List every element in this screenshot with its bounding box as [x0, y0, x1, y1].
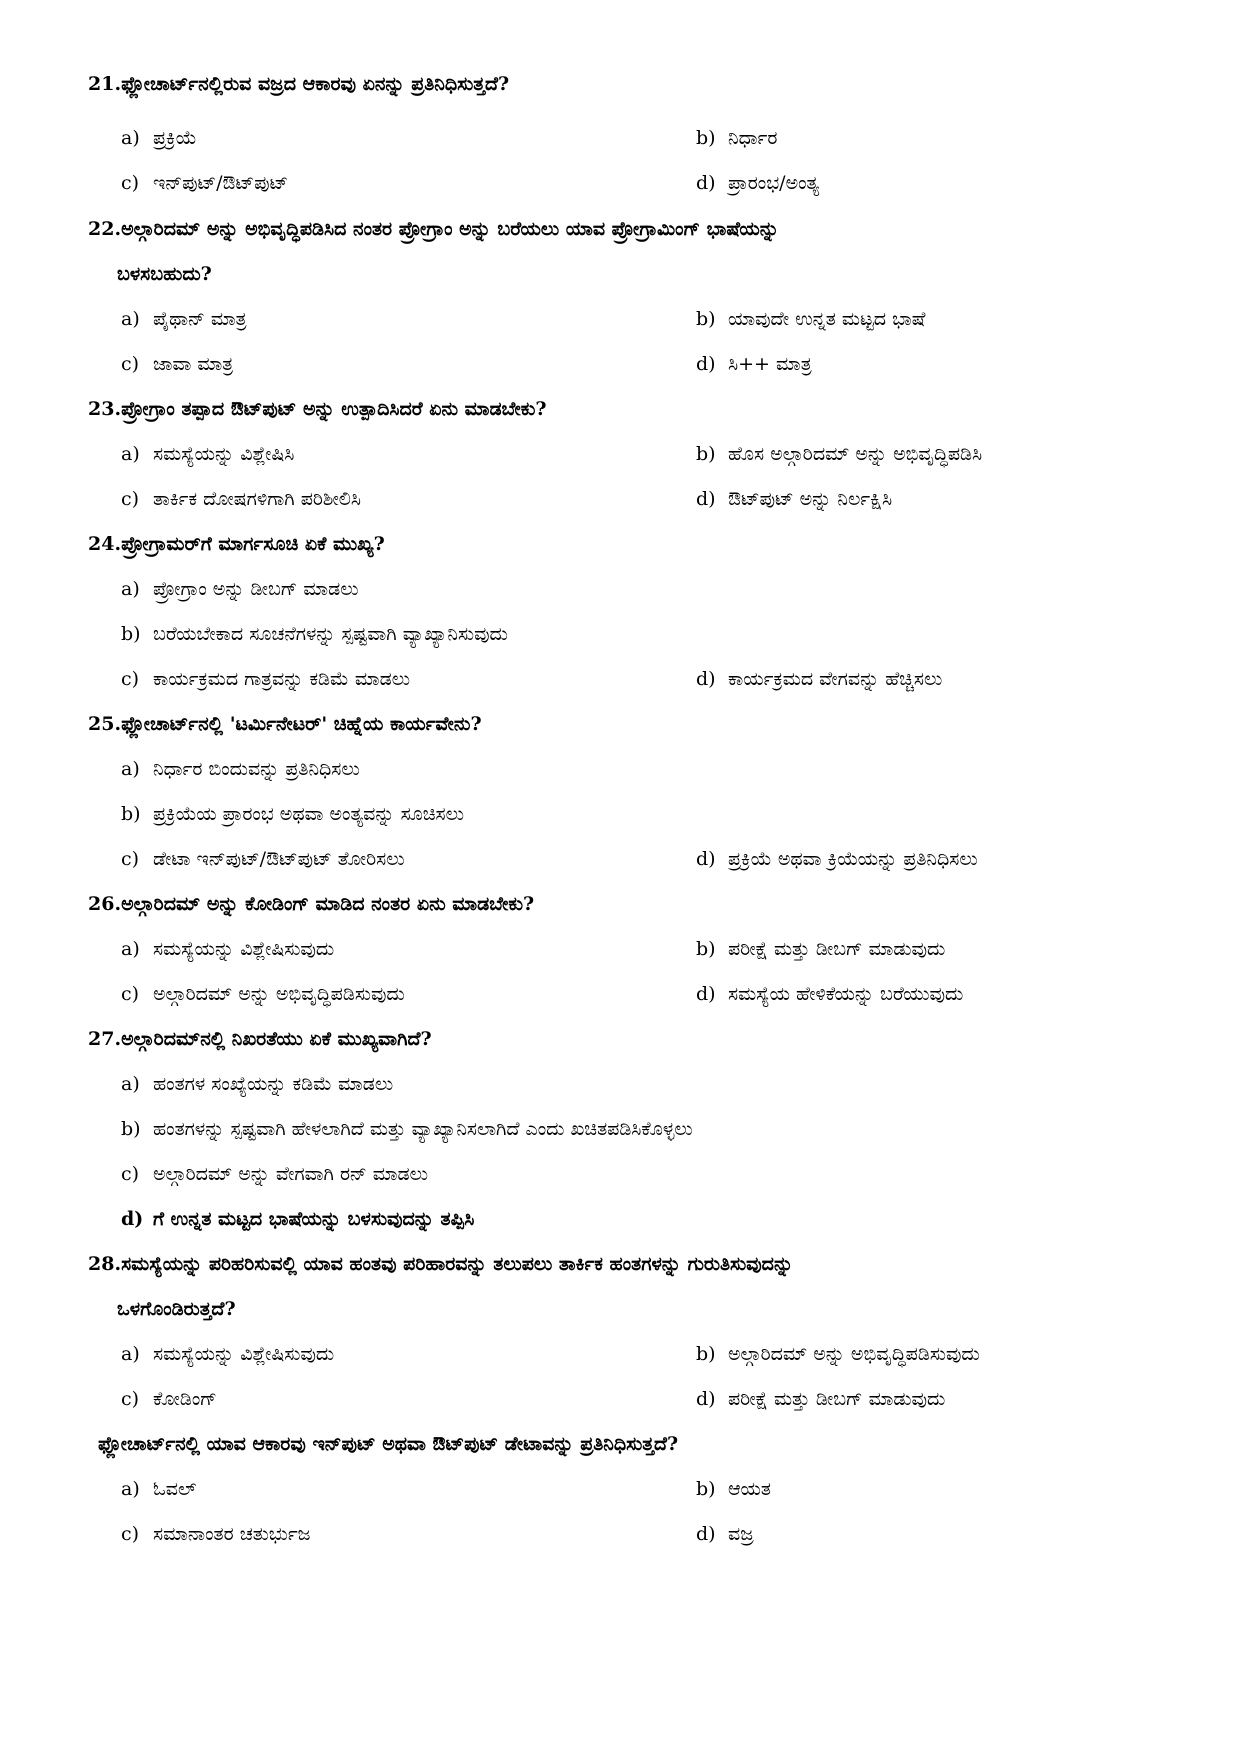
option-letter: d)	[696, 488, 716, 510]
question-text: ಅಲ್ಗಾರಿದಮ್ ಅನ್ನು ಅಭಿವೃದ್ಧಿಪಡಿಸಿದ ನಂತರ ಪ್ರೋಗ್ರಾಂ ಅನ್ನು ಬರೆಯಲು ಯಾವ ಪ್ರೋಗ್ರಾಮಿಂಗ್ ಭಾಷೆಯನ್ನು	[121, 218, 779, 240]
question-text: ಫ್ಲೋಚಾರ್ಟ್‌ನಲ್ಲಿರುವ ವಜ್ರದ ಆಕಾರವು ಏನನ್ನು ಪ್ರತಿನಿಧಿಸುತ್ತದೆ?	[121, 73, 510, 95]
option-text: ನಿರ್ಧಾರ	[728, 127, 778, 149]
option-letter: a)	[121, 308, 140, 330]
question-number: 26.	[88, 893, 122, 915]
option-text: ಯಾವುದೇ ಉನ್ನತ ಮಟ್ಟದ ಭಾಷೆ	[728, 308, 926, 330]
option-23-a[interactable]	[121, 440, 294, 468]
question-number: 21.	[88, 73, 122, 95]
option-text: ಪ್ರಕ್ರಿಯೆ ಅಥವಾ ಕ್ರಿಯೆಯನ್ನು ಪ್ರತಿನಿಧಿಸಲು	[728, 848, 978, 870]
option-letter: c)	[121, 488, 140, 510]
option-text: ಸಮಾನಾಂತರ ಚತುರ್ಭುಜ	[153, 1523, 311, 1545]
option-text: ಇನ್‌ಪುಟ್/ಔಟ್‌ಪುಟ್	[153, 172, 289, 194]
option-letter: c)	[121, 983, 140, 1005]
option-22-a[interactable]	[121, 305, 247, 333]
option-letter: b)	[696, 938, 716, 960]
option-text: ಪ್ರೋಗ್ರಾಂ ಅನ್ನು ಡೀಬಗ್ ಮಾಡಲು	[153, 578, 359, 600]
option-letter: a)	[121, 578, 140, 600]
option-letter: a)	[121, 443, 140, 465]
option-text: ಪ್ರಾರಂಭ/ಅಂತ್ಯ	[728, 172, 820, 194]
option-letter: a)	[121, 1073, 140, 1095]
option-25-c[interactable]	[121, 845, 405, 873]
option-text: ಕಾರ್ಯಕ್ರಮದ ಗಾತ್ರವನ್ನು ಕಡಿಮೆ ಮಾಡಲು	[153, 668, 411, 690]
option-27-c[interactable]	[121, 1160, 428, 1188]
option-letter: d)	[696, 353, 716, 375]
option-text: ಆಯತ	[728, 1478, 771, 1500]
option-21-b[interactable]	[696, 124, 777, 152]
option-text: ಔಟ್‌ಪುಟ್ ಅನ್ನು ನಿರ್ಲಕ್ಷಿಸಿ	[728, 488, 893, 510]
option-26-a[interactable]	[121, 935, 334, 963]
option-letter: c)	[121, 1163, 140, 1185]
question-number: 23.	[88, 398, 122, 420]
option-27-b[interactable]	[121, 1115, 693, 1143]
option-22-d[interactable]	[696, 350, 812, 378]
option-27-a[interactable]	[121, 1070, 393, 1098]
question-21	[88, 70, 1148, 98]
option-26-d[interactable]	[696, 980, 963, 1008]
option-letter: d)	[696, 172, 716, 194]
option-24-d[interactable]	[696, 665, 942, 693]
option-21-d[interactable]	[696, 169, 819, 197]
option-letter: b)	[696, 308, 716, 330]
option-letter: d)	[121, 1208, 144, 1230]
option-letter: d)	[696, 1523, 716, 1545]
option-26-c[interactable]	[121, 980, 405, 1008]
option-text: ಪ್ರಕ್ರಿಯೆ	[153, 127, 197, 149]
option-letter: c)	[121, 1388, 140, 1410]
option-23-d[interactable]	[696, 485, 892, 513]
option-letter: c)	[121, 848, 140, 870]
option-text: ಅಲ್ಗಾರಿದಮ್ ಅನ್ನು ಅಭಿವೃದ್ಧಿಪಡಿಸುವುದು	[153, 983, 405, 1005]
question-26	[88, 890, 1148, 918]
question-text: ಫ್ಲೋಚಾರ್ಟ್‌ನಲ್ಲಿ ಯಾವ ಆಕಾರವು ಇನ್‌ಪುಟ್ ಅಥವಾ ಔಟ್‌ಪುಟ್ ಡೇಟಾವನ್ನು ಪ್ರತಿನಿಧಿಸುತ್ತದೆ?	[98, 1433, 679, 1455]
option-text: ಡೇಟಾ ಇನ್‌ಪುಟ್/ಔಟ್‌ಪುಟ್ ತೋರಿಸಲು	[153, 848, 405, 870]
option-29-c[interactable]	[121, 1520, 310, 1548]
option-text: ಹೊಸ ಅಲ್ಗಾರಿದಮ್ ಅನ್ನು ಅಭಿವೃದ್ಧಿಪಡಿಸಿ	[728, 443, 983, 465]
option-24-a[interactable]	[121, 575, 359, 603]
question-text: ಸಮಸ್ಯೆಯನ್ನು ಪರಿಹರಿಸುವಲ್ಲಿ ಯಾವ ಹಂತವು ಪರಿಹಾರವನ್ನು ತಲುಪಲು ತಾರ್ಕಿಕ ಹಂತಗಳನ್ನು ಗುರುತಿಸುವುದನ್ನು	[121, 1253, 794, 1275]
option-letter: a)	[121, 127, 140, 149]
question-text: ಫ್ಲೋಚಾರ್ಟ್‌ನಲ್ಲಿ 'ಟರ್ಮಿನೇಟರ್' ಚಿಹ್ನೆಯ ಕಾರ್ಯವೇನು?	[121, 713, 482, 735]
question-number: 27.	[88, 1028, 122, 1050]
question-27	[88, 1025, 1148, 1053]
option-letter: a)	[121, 1343, 140, 1365]
option-text: ಕೋಡಿಂಗ್	[153, 1388, 217, 1410]
option-text: ಪರೀಕ್ಷೆ ಮತ್ತು ಡೀಬಗ್ ಮಾಡುವುದು	[728, 938, 946, 960]
option-letter: a)	[121, 758, 140, 780]
option-21-c[interactable]	[121, 169, 288, 197]
option-27-d[interactable]	[121, 1205, 474, 1233]
option-text: ಅಲ್ಗಾರಿದಮ್ ಅನ್ನು ವೇಗವಾಗಿ ರನ್ ಮಾಡಲು	[153, 1163, 429, 1185]
option-letter: b)	[696, 443, 716, 465]
question-number: 28.	[88, 1253, 122, 1275]
option-letter: d)	[696, 983, 716, 1005]
option-25-d[interactable]	[696, 845, 978, 873]
option-letter: d)	[696, 668, 716, 690]
option-text: ನಿರ್ಧಾರ ಬಿಂದುವನ್ನು ಪ್ರತಿನಿಧಿಸಲು	[153, 758, 360, 780]
option-text: ಅಲ್ಗಾರಿದಮ್ ಅನ್ನು ಅಭಿವೃದ್ಧಿಪಡಿಸುವುದು	[728, 1343, 980, 1365]
option-text: ಹಂತಗಳನ್ನು ಸ್ಪಷ್ಟವಾಗಿ ಹೇಳಲಾಗಿದೆ ಮತ್ತು ವ್ಯಾಖ್ಯಾನಿಸಲಾಗಿದೆ ಎಂದು ಖಚಿತಪಡಿಸಿಕೊಳ್ಳಲು	[153, 1118, 693, 1140]
question-24	[88, 530, 1148, 558]
option-23-b[interactable]	[696, 440, 982, 468]
option-letter: c)	[121, 1523, 140, 1545]
option-letter: c)	[121, 172, 140, 194]
option-text: ಜಾವಾ ಮಾತ್ರ	[153, 353, 234, 375]
option-text: ಸಿ++ ಮಾತ್ರ	[728, 353, 812, 375]
option-23-c[interactable]	[121, 485, 361, 513]
option-29-d[interactable]	[696, 1520, 754, 1548]
question-22	[88, 215, 1148, 243]
question-unnumbered	[98, 1430, 1158, 1458]
option-letter: c)	[121, 668, 140, 690]
option-text: ವಜ್ರ	[728, 1523, 754, 1545]
option-letter: b)	[696, 127, 716, 149]
question-text: ಅಲ್ಗಾರಿದಮ್ ಅನ್ನು ಕೋಡಿಂಗ್ ಮಾಡಿದ ನಂತರ ಏನು ಮಾಡಬೇಕು?	[121, 893, 535, 915]
question-22-continued: ಬಳಸಬಹುದು?	[117, 263, 212, 285]
option-28-b[interactable]	[696, 1340, 980, 1368]
option-text: ಕಾರ್ಯಕ್ರಮದ ವೇಗವನ್ನು ಹೆಚ್ಚಿಸಲು	[728, 668, 943, 690]
question-23	[88, 395, 1148, 423]
option-text: ಪ್ರಕ್ರಿಯೆಯ ಪ್ರಾರಂಭ ಅಥವಾ ಅಂತ್ಯವನ್ನು ಸೂಚಿಸಲು	[153, 803, 465, 825]
option-letter: a)	[121, 938, 140, 960]
question-number: 22.	[88, 218, 122, 240]
option-text: ಪೈಥಾನ್ ಮಾತ್ರ	[153, 308, 247, 330]
option-26-b[interactable]	[696, 935, 945, 963]
option-letter: a)	[121, 1478, 140, 1500]
option-letter: d)	[696, 848, 716, 870]
option-letter: b)	[121, 803, 141, 825]
option-25-a[interactable]	[121, 755, 360, 783]
question-text: ಪ್ರೋಗ್ರಾಂ ತಪ್ಪಾದ ಔಟ್‌ಪುಟ್ ಅನ್ನು ಉತ್ಪಾದಿಸಿದರೆ ಏನು ಮಾಡಬೇಕು?	[121, 398, 547, 420]
option-text: ಬರೆಯಬೇಕಾದ ಸೂಚನೆಗಳನ್ನು ಸ್ಪಷ್ಟವಾಗಿ ವ್ಯಾಖ್ಯಾನಿಸುವುದು	[153, 623, 508, 645]
option-text: ಓವಲ್	[153, 1478, 197, 1500]
option-28-a[interactable]	[121, 1340, 334, 1368]
option-29-a[interactable]	[121, 1475, 196, 1503]
option-28-d[interactable]	[696, 1385, 945, 1413]
option-text: ಗೆ ಉನ್ನತ ಮಟ್ಟದ ಭಾಷೆಯನ್ನು ಬಳಸುವುದನ್ನು ತಪ್ಪಿಸಿ	[153, 1208, 475, 1230]
question-25	[88, 710, 1148, 738]
option-text: ಸಮಸ್ಯೆಯ ಹೇಳಿಕೆಯನ್ನು ಬರೆಯುವುದು	[728, 983, 964, 1005]
option-22-c[interactable]	[121, 350, 233, 378]
option-24-b[interactable]	[121, 620, 508, 648]
option-22-b[interactable]	[696, 305, 925, 333]
question-text: ಪ್ರೋಗ್ರಾಮರ್‌ಗೆ ಮಾರ್ಗಸೂಚಿ ಏಕೆ ಮುಖ್ಯ?	[121, 533, 385, 555]
option-25-b[interactable]	[121, 800, 464, 828]
option-28-c[interactable]	[121, 1385, 217, 1413]
option-letter: b)	[121, 623, 141, 645]
question-28	[88, 1250, 1148, 1278]
option-text: ಸಮಸ್ಯೆಯನ್ನು ವಿಶ್ಲೇಷಿಸುವುದು	[153, 938, 335, 960]
option-letter: c)	[121, 353, 140, 375]
option-text: ಸಮಸ್ಯೆಯನ್ನು ವಿಶ್ಲೇಷಿಸಿ	[153, 443, 295, 465]
option-letter: d)	[696, 1388, 716, 1410]
option-letter: b)	[696, 1478, 716, 1500]
option-text: ಹಂತಗಳ ಸಂಖ್ಯೆಯನ್ನು ಕಡಿಮೆ ಮಾಡಲು	[153, 1073, 394, 1095]
option-text: ತಾರ್ಕಿಕ ದೋಷಗಳಿಗಾಗಿ ಪರಿಶೀಲಿಸಿ	[153, 488, 361, 510]
question-28-continued: ಒಳಗೊಂಡಿರುತ್ತದೆ?	[117, 1298, 236, 1320]
option-letter: b)	[696, 1343, 716, 1365]
question-number: 24.	[88, 533, 122, 555]
option-text: ಪರೀಕ್ಷೆ ಮತ್ತು ಡೀಬಗ್ ಮಾಡುವುದು	[728, 1388, 946, 1410]
option-24-c[interactable]	[121, 665, 410, 693]
option-letter: b)	[121, 1118, 141, 1140]
question-text: ಅಲ್ಗಾರಿದಮ್‌ನಲ್ಲಿ ನಿಖರತೆಯು ಏಕೆ ಮುಖ್ಯವಾಗಿದೆ?	[121, 1028, 432, 1050]
option-text: ಸಮಸ್ಯೆಯನ್ನು ವಿಶ್ಲೇಷಿಸುವುದು	[153, 1343, 335, 1365]
option-29-b[interactable]	[696, 1475, 771, 1503]
option-21-a[interactable]	[121, 124, 197, 152]
question-number: 25.	[88, 713, 122, 735]
